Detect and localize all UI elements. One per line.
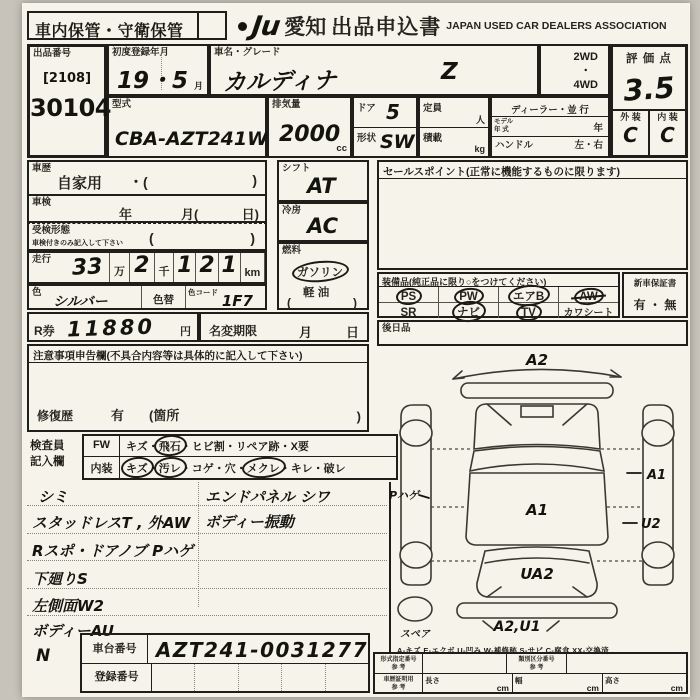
history-paren-close: ): [252, 172, 257, 188]
note-line: 下廻りS: [32, 570, 88, 588]
width-label: 幅: [515, 676, 523, 685]
int-item-yabure: 破レ: [323, 462, 346, 475]
int-item-ana: 穴: [224, 462, 236, 475]
type-number-ref: 参 考: [391, 665, 406, 672]
fw-item-repair: リペア跡: [235, 441, 280, 453]
chassis-label: 車台番号: [82, 635, 148, 663]
note-ruled-line: [27, 615, 387, 616]
first-reg-box: [107, 44, 209, 96]
int-item-kire: キレ: [290, 462, 313, 475]
shaken-day: 日): [241, 207, 259, 222]
mileage-digit-1: 1: [173, 253, 195, 282]
int-item-mekure: メクレ: [247, 460, 280, 476]
int-item-yogore: 汚レ: [159, 460, 181, 476]
note-line: ボディー振動: [205, 513, 294, 531]
fuel-label: 燃料: [282, 245, 302, 256]
interior-head: 内装: [84, 457, 120, 478]
score-value: 3.5: [622, 70, 676, 108]
equip-ps: PS: [400, 291, 417, 303]
car-name-label: 車名・グレード: [214, 47, 281, 58]
displacement-unit: cc: [336, 142, 347, 154]
shape-label: 形状: [357, 133, 377, 144]
exterior-label: 外 装: [620, 112, 641, 122]
shaken-year: 年: [119, 207, 133, 222]
fuel-paren-open: (: [287, 296, 291, 310]
fw-head: FW: [84, 436, 120, 456]
rename-month: 月: [299, 325, 313, 340]
fw-items: [120, 436, 396, 456]
car-name-box: [209, 44, 539, 96]
dealer-parallel-label: ディーラー・並 行: [492, 98, 608, 117]
displacement-label: 排気量: [272, 99, 301, 110]
interior-label: 内 装: [657, 112, 678, 122]
shape-cell: [354, 127, 416, 156]
note-line: スタッドレスT , 外AW: [32, 514, 191, 532]
history-value: 自家用: [57, 175, 103, 192]
sales-point-box: [377, 160, 688, 270]
color-code-label: 色コード: [188, 288, 218, 297]
diagram-left-paint-note: Pハゲ: [389, 489, 420, 502]
history-row: [27, 160, 267, 196]
warranty-box: [622, 272, 688, 318]
sep: ・: [147, 441, 159, 453]
juken-row: [27, 223, 267, 251]
drive-4wd: 4WD: [573, 78, 598, 91]
diagram-front-bumper-label: A2: [525, 351, 549, 369]
note-ruled-line: [27, 588, 387, 589]
type-number-label: 形式指定番号: [380, 657, 417, 663]
repair-history-value: 有: [111, 408, 125, 423]
mileage-sen-unit: 千: [154, 253, 173, 282]
logo-dot-icon: [238, 22, 247, 31]
form-title: 出品申込書: [331, 16, 442, 39]
displacement-box: [267, 96, 352, 158]
drive-dot: ・: [580, 64, 592, 77]
fw-item-kizu: キズ: [126, 441, 148, 453]
fuel-gasoline-option: ガソリン: [297, 264, 343, 280]
later-items-label: 後日品: [382, 323, 411, 334]
color-code-value: 1F7: [221, 292, 253, 310]
history-cert-label: 車歴証明用: [383, 677, 414, 683]
first-reg-unit: 月: [193, 81, 203, 92]
height-unit: cm: [670, 683, 683, 693]
r-ticket-box: [27, 312, 199, 342]
capacity-label: 定員: [423, 103, 443, 114]
load-unit: kg: [474, 144, 485, 155]
note-line: エンドパネル シワ: [205, 488, 330, 506]
header-title-row: [238, 12, 667, 40]
fuel-box: [277, 242, 369, 310]
handle-value: 左・右: [574, 140, 603, 151]
first-reg-label: 初度登録年月: [112, 47, 170, 58]
history-cert-ref: 参 考: [391, 685, 406, 692]
org-name: 愛知: [284, 16, 327, 39]
length-label: 長さ: [425, 676, 440, 685]
mileage-man-unit: 万: [109, 253, 128, 282]
width-unit: cm: [586, 683, 599, 693]
diagram-right-rear-label: U2: [641, 517, 661, 532]
chassis-value: AZT241-0031277: [155, 638, 368, 662]
sep: ・: [312, 462, 324, 475]
capacity-cell: [420, 98, 488, 127]
length-unit: cm: [496, 683, 509, 693]
notice-label: 注意事項申告欄(不具合内容等は具体的に記入して下さい): [29, 346, 367, 363]
fw-item-tobiishi: 飛石: [159, 438, 181, 454]
ac-box: [277, 202, 369, 242]
mileage-empty-cell: [264, 253, 265, 282]
diagram-tailgate-label: UA2: [520, 565, 554, 583]
mileage-sen-value: 2: [129, 253, 154, 282]
sep: ・: [147, 462, 159, 475]
model-code-value: CBA-AZT241W: [115, 128, 269, 150]
car-damage-diagram: [389, 347, 688, 647]
interior-grade: C: [660, 122, 675, 147]
notice-box: [27, 344, 369, 432]
inspector-label-1: 検査員: [30, 440, 65, 452]
warranty-value: 有 ・ 無: [633, 298, 677, 312]
door-cell: [354, 98, 416, 127]
equip-pw: PW: [459, 291, 478, 303]
door-value: 5: [386, 100, 400, 124]
sep: ・: [180, 441, 192, 453]
equip-tv: TV: [521, 307, 536, 319]
note-ruled-line: [27, 505, 387, 506]
color-row: [27, 284, 267, 310]
load-label: 積載: [423, 133, 443, 144]
lot-box: [27, 44, 111, 158]
plate-label: 登録番号: [82, 664, 152, 691]
note-ruled-line: [27, 533, 387, 534]
fw-item-xyou: X要: [290, 441, 309, 453]
juken-paren-close: ): [250, 230, 255, 246]
mileage-row: [27, 251, 267, 284]
color-change-label: 色替: [141, 286, 185, 308]
equip-leather-seat: カワシート: [563, 308, 614, 319]
model-code-box: [107, 96, 267, 158]
equipment-label: 装備品(純正品に限り○をつけてください): [379, 274, 618, 287]
damage-legend: A-キズ E-エクボ U-凹み W-補修跡 S-サビ C-腐食 XX-交換済: [397, 646, 609, 655]
class-number-ref: 参 考: [529, 665, 544, 672]
drive-box: [539, 44, 610, 96]
mileage-digit-3: 1: [218, 253, 240, 282]
plate-value-cells: [152, 664, 368, 691]
door-shape-box: [352, 96, 418, 158]
ac-label: 冷房: [282, 205, 302, 216]
first-reg-value: 19・5: [117, 68, 189, 94]
repair-location-close: ): [356, 409, 361, 424]
displacement-value: 2000: [279, 122, 341, 147]
storage-label: 車内保管・守衛保管: [35, 23, 184, 40]
sep: ・: [224, 441, 236, 453]
shift-label: シフト: [282, 163, 311, 174]
diagram-right-side-label: A1: [647, 468, 667, 483]
shift-box: [277, 160, 369, 202]
juken-note: 車検付きのみ記入して下さい: [32, 240, 123, 247]
shift-value: AT: [307, 174, 336, 198]
exterior-grade: C: [623, 122, 638, 147]
fuel-diesel-option: 軽 油: [303, 287, 330, 299]
rename-day: 日: [345, 325, 359, 340]
lot-number: 30104: [30, 94, 111, 123]
history-paren-open: ・(: [129, 174, 148, 190]
mileage-unit: km: [240, 253, 264, 282]
fuel-paren-close: ): [353, 296, 357, 310]
note-ruled-line: [27, 560, 387, 561]
equip-aw: AW: [579, 291, 598, 303]
shaken-label: 車検: [32, 197, 52, 208]
car-name-value: カルディナ: [222, 68, 337, 96]
load-cell: [420, 127, 488, 156]
interior-items: [120, 457, 396, 478]
divider: [197, 13, 199, 38]
int-item-koge: コゲ: [191, 462, 214, 475]
exterior-interior-grid: [613, 109, 685, 155]
model-year-label1: モデル: [494, 118, 514, 125]
mileage-digit-2: 2: [195, 253, 217, 282]
ju-logo: Ju: [249, 10, 282, 42]
equip-sr: SR: [400, 307, 417, 319]
repair-history-label: 修復歴: [37, 409, 74, 423]
sales-point-label: セールスポイント(正常に機能するものに限ります): [379, 162, 686, 179]
diagram-hood-label: A1: [525, 501, 549, 519]
juken-label: 受検形態: [32, 225, 71, 236]
r-ticket-unit: 円: [180, 326, 191, 338]
model-year-label2: 年 式: [494, 125, 509, 133]
lot-label: 出品番号: [33, 48, 72, 59]
sep: ・: [279, 441, 291, 453]
rename-deadline-box: [199, 312, 369, 342]
note-line: ボディーAU: [32, 622, 114, 640]
drive-2wd: 2WD: [573, 51, 598, 63]
later-items-box: [377, 320, 688, 346]
rename-label: 名変期限: [209, 324, 258, 338]
color-value: シルバー: [53, 294, 108, 310]
shaken-month: 月(: [181, 207, 199, 222]
repair-location-open: (箇所: [149, 408, 180, 423]
form-subtitle: JAPAN USED CAR DEALERS ASSOCIATION: [446, 20, 667, 32]
equip-navi: ナビ: [457, 304, 480, 320]
reference-table: [373, 652, 688, 694]
sep: ・: [235, 462, 247, 475]
height-label: 高さ: [605, 676, 620, 685]
door-label: ドア: [357, 103, 376, 114]
sep: ・: [213, 462, 225, 475]
r-ticket-value: 11880: [66, 314, 156, 342]
int-item-kizu: キズ: [126, 460, 148, 476]
equip-airbag: エアB: [513, 288, 544, 304]
equipment-box: [377, 272, 620, 318]
capacity-unit: 人: [475, 115, 485, 126]
note-line: 左側面W2: [32, 597, 104, 615]
note-column-divider: [198, 482, 199, 607]
note-line: シミ: [38, 488, 69, 506]
warranty-label: 新車保証書: [633, 278, 677, 288]
sep: ・: [180, 462, 192, 475]
dealer-box: [490, 96, 610, 158]
diagram-rear-bumper-label: A2,U1: [493, 619, 541, 635]
capacity-load-box: [418, 96, 490, 158]
lot-bracket: [2108]: [42, 71, 92, 87]
shaken-row: [27, 194, 267, 223]
shape-value: SW: [380, 131, 415, 153]
chassis-table: [80, 633, 370, 693]
fw-item-hibiware: ヒビ割: [191, 441, 225, 453]
class-number-label: 類別区分番号: [518, 657, 555, 663]
model-code-label: 型式: [112, 99, 132, 110]
car-grade-value: Z: [441, 59, 458, 85]
score-label: 評 価 点: [626, 53, 672, 65]
mileage-man-value: 33: [71, 254, 104, 281]
note-line: Rスポ・ドアノブ Pハゲ: [32, 542, 194, 560]
storage-box: [27, 11, 227, 40]
margin-note: N: [36, 646, 51, 666]
handle-label: ハンドル: [495, 140, 534, 151]
juken-paren-open: (: [149, 230, 154, 246]
score-box: [610, 44, 688, 158]
color-label: 色: [32, 287, 42, 298]
r-ticket-label: R券: [34, 324, 55, 338]
diagram-spare-label: スペア: [400, 629, 430, 640]
history-label: 車歴: [32, 163, 52, 174]
mileage-label: 走行: [32, 254, 52, 265]
ac-value: AC: [307, 214, 339, 238]
inspector-label-2: 記入欄: [30, 456, 65, 468]
sep: ・: [279, 462, 291, 475]
inspector-table: [82, 434, 398, 480]
model-year-unit: 年: [593, 122, 603, 134]
